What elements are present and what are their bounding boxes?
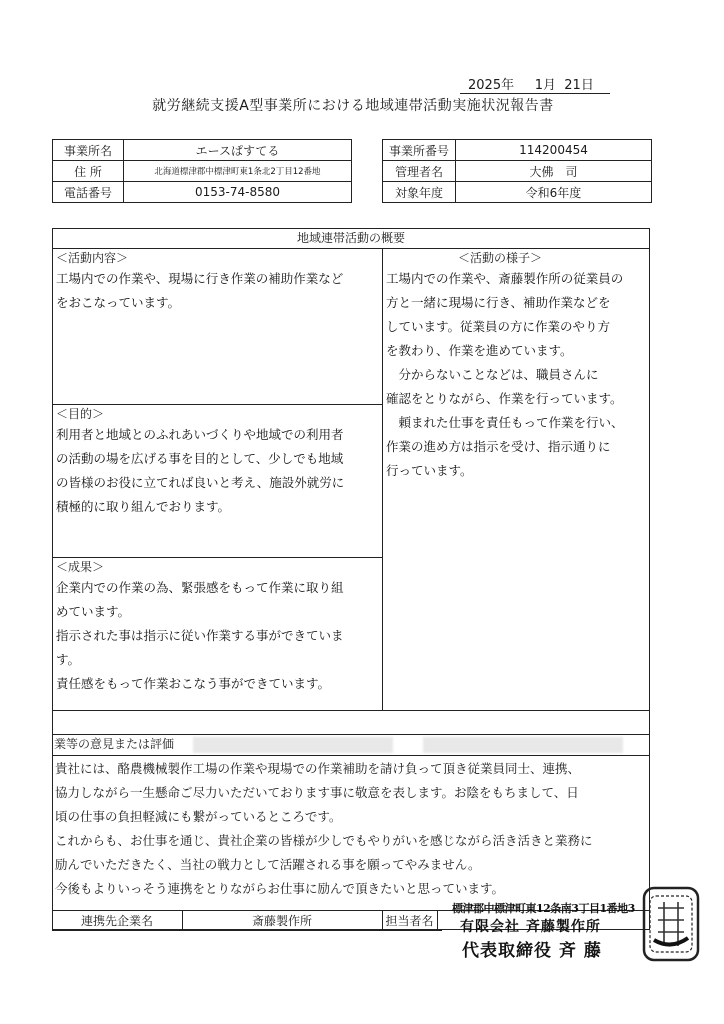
partner-name: 斎藤製作所 [251,914,312,928]
phone: 0153-74-8580 [124,182,352,203]
contact-label: 担当者名 [385,914,434,928]
activity-content-text: 工場内での作業や、現場に行き作業の補助作業など をおこなっています。 [56,271,344,310]
office-info-table [52,139,352,203]
phone-label: 電話番号 [53,182,124,203]
overview-title: 地域連帯活動の概要 [53,229,649,249]
manager-name: 大佛 司 [456,161,652,182]
purpose-text: 利用者と地域とのふれあいづくりや地域での利用者 の活動の場を広げる事を目的として、少しでも地域 の皆様のお役に立てれば良いと考え、施設外就労に 積極的に取り組んでおります。 [56,427,345,514]
report-date: 2025年 1月 21日 [468,78,594,93]
activity-state-heading: ＜活動の様子＞ [458,251,543,265]
address: 北海道標津郡中標津町東1条北2丁目12番地 [124,161,352,182]
representative-stamp: 代表取締役 斉 藤 [462,941,602,961]
activity-overview-frame [52,228,650,930]
company-name-stamp: 有限会社 斉藤製作所 [460,919,601,935]
activity-state-text: 工場内での作業や、斎藤製作所の従業員の 方と一緒に現場に行き、補助作業などを しています。従業員の方に作業のやり方 を教わり、作業を進めています。 分からないことなどは、職員さんに 確認をとりながら、作業を行っています。 頼まれた仕事を責任もって作業を行い、 作業の進め方は指示を受け、指示通りに 行っています。 [386,271,624,478]
office-number-label: 事業所番号 [383,140,456,161]
office-number: 114200454 [456,140,652,161]
office-detail-table [382,139,652,203]
result-text: 企業内での作業の為、緊張感をもって作業に取り組 めています。 指示された事は指示に従い作業する事ができていま す。 責任感をもって作業おこなう事ができています。 [56,580,344,691]
address-label: 住 所 [53,161,124,182]
company-seal-icon [640,880,702,966]
company-address-stamp: 標津郡中標津町東12条南3丁目1番地3 [452,902,635,915]
section-divider [53,755,649,756]
section-divider [53,557,383,558]
office-name: エースぱすてる [124,140,352,161]
footer-divider [437,911,438,931]
redacted-area [423,737,623,753]
result-heading: ＜成果＞ [56,560,105,574]
target-year: 令和6年度 [456,182,652,203]
partner-label: 連携先企業名 [80,914,153,928]
column-divider [382,248,383,710]
redacted-area [193,737,393,753]
target-year-label: 対象年度 [383,182,456,203]
evaluation-text: 貴社には、酪農機械製作工場の作業や現場での作業補助を請け負って頂き従業員同士、連携、 協力しながら一生懸命ご尽力いただいております事に敬意を表します。お陰をもちまして、日 頃の仕事の負担軽減にも繋がっているところです。 これからも、お仕事を通じ、貴社企業の皆様が少しでもやりがいを感じながら活き活きと業務に 励んでいただきたく、当社の戦力として活躍される事を願ってやみません。 今後もよりいっそう連携をとりながらお仕事に励んで頂きたいと思っています。 [55,761,593,896]
date-underline [460,93,610,94]
section-divider [53,404,383,405]
report-title: 就労継続支援A型事業所における地域連帯活動実施状況報告書 [152,98,554,114]
activity-content-heading: ＜活動内容＞ [56,251,129,265]
manager-label: 管理者名 [383,161,456,182]
section-divider [53,710,649,711]
section-divider [53,734,649,735]
footer-bottom-line [52,930,442,931]
office-name-label: 事業所名 [53,140,124,161]
evaluation-heading: 業等の意見または評価 [54,737,175,751]
purpose-heading: ＜目的＞ [56,407,105,421]
